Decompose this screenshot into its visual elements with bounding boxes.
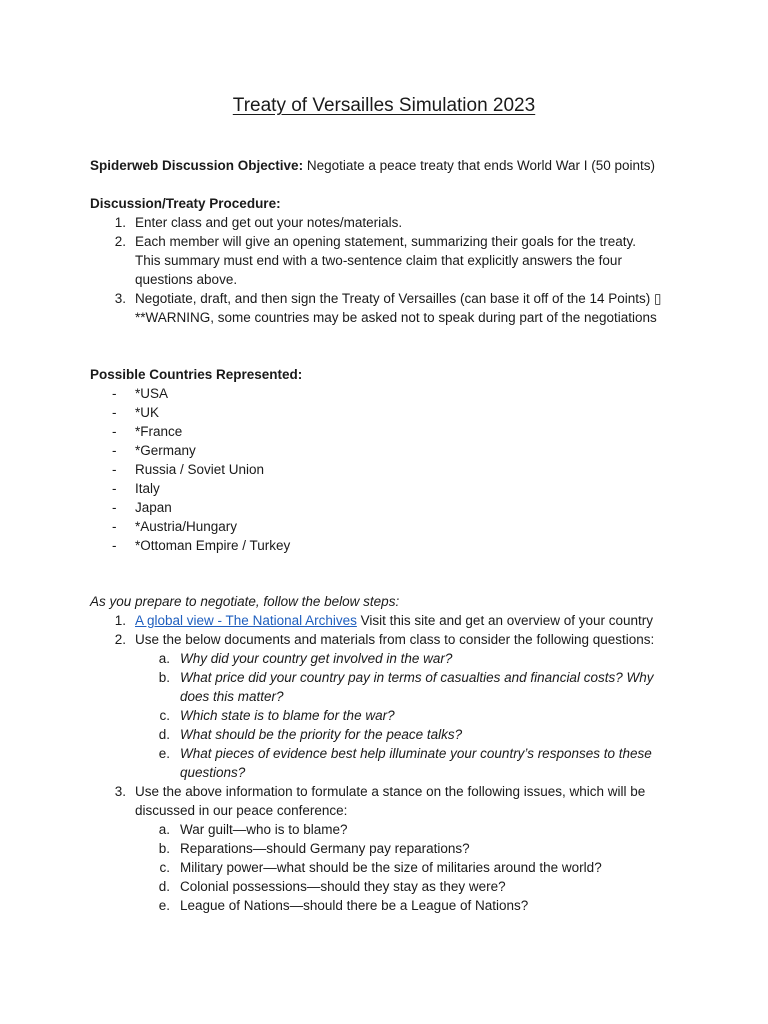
list-number: 3.: [114, 291, 126, 306]
country-item: [90, 536, 710, 555]
issue-text: Reparations—should Germany pay reparations?: [180, 841, 470, 856]
issue-text: War guilt—who is to blame?: [180, 822, 348, 837]
bullet-dash: -: [112, 500, 117, 515]
question-text: What should be the priority for the peace talks?: [180, 727, 463, 742]
question-item: [90, 744, 710, 763]
list-text: questions above.: [135, 272, 238, 287]
question-text: Which state is to blame for the war?: [180, 708, 395, 723]
list-text: discussed in our peace conference:: [135, 803, 348, 818]
objective-label: Spiderweb Discussion Objective:: [90, 158, 304, 173]
question-text: What price did your country pay in terms of casualties and financial costs? Why: [180, 670, 654, 685]
list-number: 1.: [114, 613, 126, 628]
bullet-dash: -: [112, 386, 117, 401]
list-text: Enter class and get out your notes/materials.: [135, 215, 403, 230]
country-item: [90, 441, 710, 460]
list-item: [90, 611, 710, 630]
question-text: does this matter?: [180, 689, 284, 704]
question-item: [90, 706, 710, 725]
country-item: [90, 384, 710, 403]
list-item: [90, 289, 710, 308]
sub-number: d.: [158, 879, 170, 894]
list-item: [90, 630, 710, 649]
page-title: Treaty of Versailles Simulation 2023: [232, 95, 536, 116]
issue-list: [90, 820, 710, 915]
list-item: [90, 213, 710, 232]
question-list: [90, 649, 710, 782]
country-name: *Ottoman Empire / Turkey: [135, 538, 291, 553]
objective-text: Negotiate a peace treaty that ends World War I (50 points): [303, 158, 655, 173]
list-item-continued: [90, 308, 710, 327]
issue-item: [90, 877, 710, 896]
question-item: [90, 649, 710, 668]
sub-number: d.: [158, 727, 170, 742]
list-number: 3.: [114, 784, 126, 799]
country-name: *UK: [135, 405, 160, 420]
list-text: Each member will give an opening statement, summarizing their goals for the treaty.: [135, 234, 636, 249]
list-item-continued: [90, 251, 710, 270]
sub-number: a.: [158, 822, 170, 837]
sub-number: c.: [159, 860, 170, 875]
bullet-dash: -: [112, 538, 117, 553]
sub-number: b.: [158, 841, 170, 856]
list-item-continued: [90, 801, 710, 820]
question-text: questions?: [180, 765, 246, 780]
question-item-continued: [90, 763, 710, 782]
list-text: This summary must end with a two-sentence claim that explicitly answers the four: [135, 253, 622, 268]
issue-item: [90, 839, 710, 858]
bullet-dash: -: [112, 519, 117, 534]
country-item: [90, 422, 710, 441]
issue-item: [90, 820, 710, 839]
objective-line: [90, 156, 710, 175]
list-item-continued: [90, 270, 710, 289]
bullet-dash: -: [112, 443, 117, 458]
issue-text: Colonial possessions—should they stay as they were?: [180, 879, 506, 894]
country-item: [90, 517, 710, 536]
procedure-section: [90, 194, 710, 327]
country-item: [90, 403, 710, 422]
bullet-dash: -: [112, 424, 117, 439]
issue-item: [90, 858, 710, 877]
national-archives-link[interactable]: A global view - The National Archives: [135, 613, 357, 628]
country-name: *Austria/Hungary: [135, 519, 238, 534]
bullet-dash: -: [112, 462, 117, 477]
list-number: 1.: [114, 215, 126, 230]
sub-number: c.: [159, 708, 170, 723]
list-text: Use the above information to formulate a stance on the following issues, which will be: [135, 784, 646, 799]
country-item: [90, 498, 710, 517]
list-text: Visit this site and get an overview of your country: [356, 613, 654, 628]
steps-section: [90, 592, 710, 915]
country-name: *USA: [135, 386, 169, 401]
country-name: Italy: [135, 481, 160, 496]
bullet-dash: -: [112, 405, 117, 420]
country-list: [90, 384, 710, 555]
warning-text: **WARNING, some countries may be asked not to speak during part of the negotiations: [135, 310, 657, 325]
country-name: Japan: [135, 500, 172, 515]
issue-item: [90, 896, 710, 915]
list-text: Negotiate, draft, and then sign the Treaty of Versailles (can base it off of the 14 Points) ▯: [135, 291, 662, 306]
list-number: 2.: [114, 632, 126, 647]
question-text: What pieces of evidence best help illuminate your country’s responses to these: [180, 746, 652, 761]
country-item: [90, 479, 710, 498]
question-item-continued: [90, 687, 710, 706]
list-item: [90, 232, 710, 251]
sub-number: b.: [158, 670, 170, 685]
countries-section: [90, 365, 710, 555]
issue-text: Military power—what should be the size of militaries around the world?: [180, 860, 602, 875]
sub-number: a.: [158, 651, 170, 666]
countries-heading: Possible Countries Represented:: [90, 367, 303, 382]
sub-number: e.: [158, 898, 170, 913]
bullet-dash: -: [112, 481, 117, 496]
country-name: *Germany: [135, 443, 196, 458]
list-item: [90, 782, 710, 801]
country-name: Russia / Soviet Union: [135, 462, 265, 477]
question-item: [90, 668, 710, 687]
steps-intro: As you prepare to negotiate, follow the below steps:: [90, 594, 400, 609]
country-item: [90, 460, 710, 479]
procedure-heading: Discussion/Treaty Procedure:: [90, 196, 281, 211]
list-text: Use the below documents and materials from class to consider the following questions:: [135, 632, 655, 647]
sub-number: e.: [158, 746, 170, 761]
question-item: [90, 725, 710, 744]
issue-text: League of Nations—should there be a League of Nations?: [180, 898, 529, 913]
list-number: 2.: [114, 234, 126, 249]
country-name: *France: [135, 424, 183, 439]
question-text: Why did your country get involved in the war?: [180, 651, 453, 666]
